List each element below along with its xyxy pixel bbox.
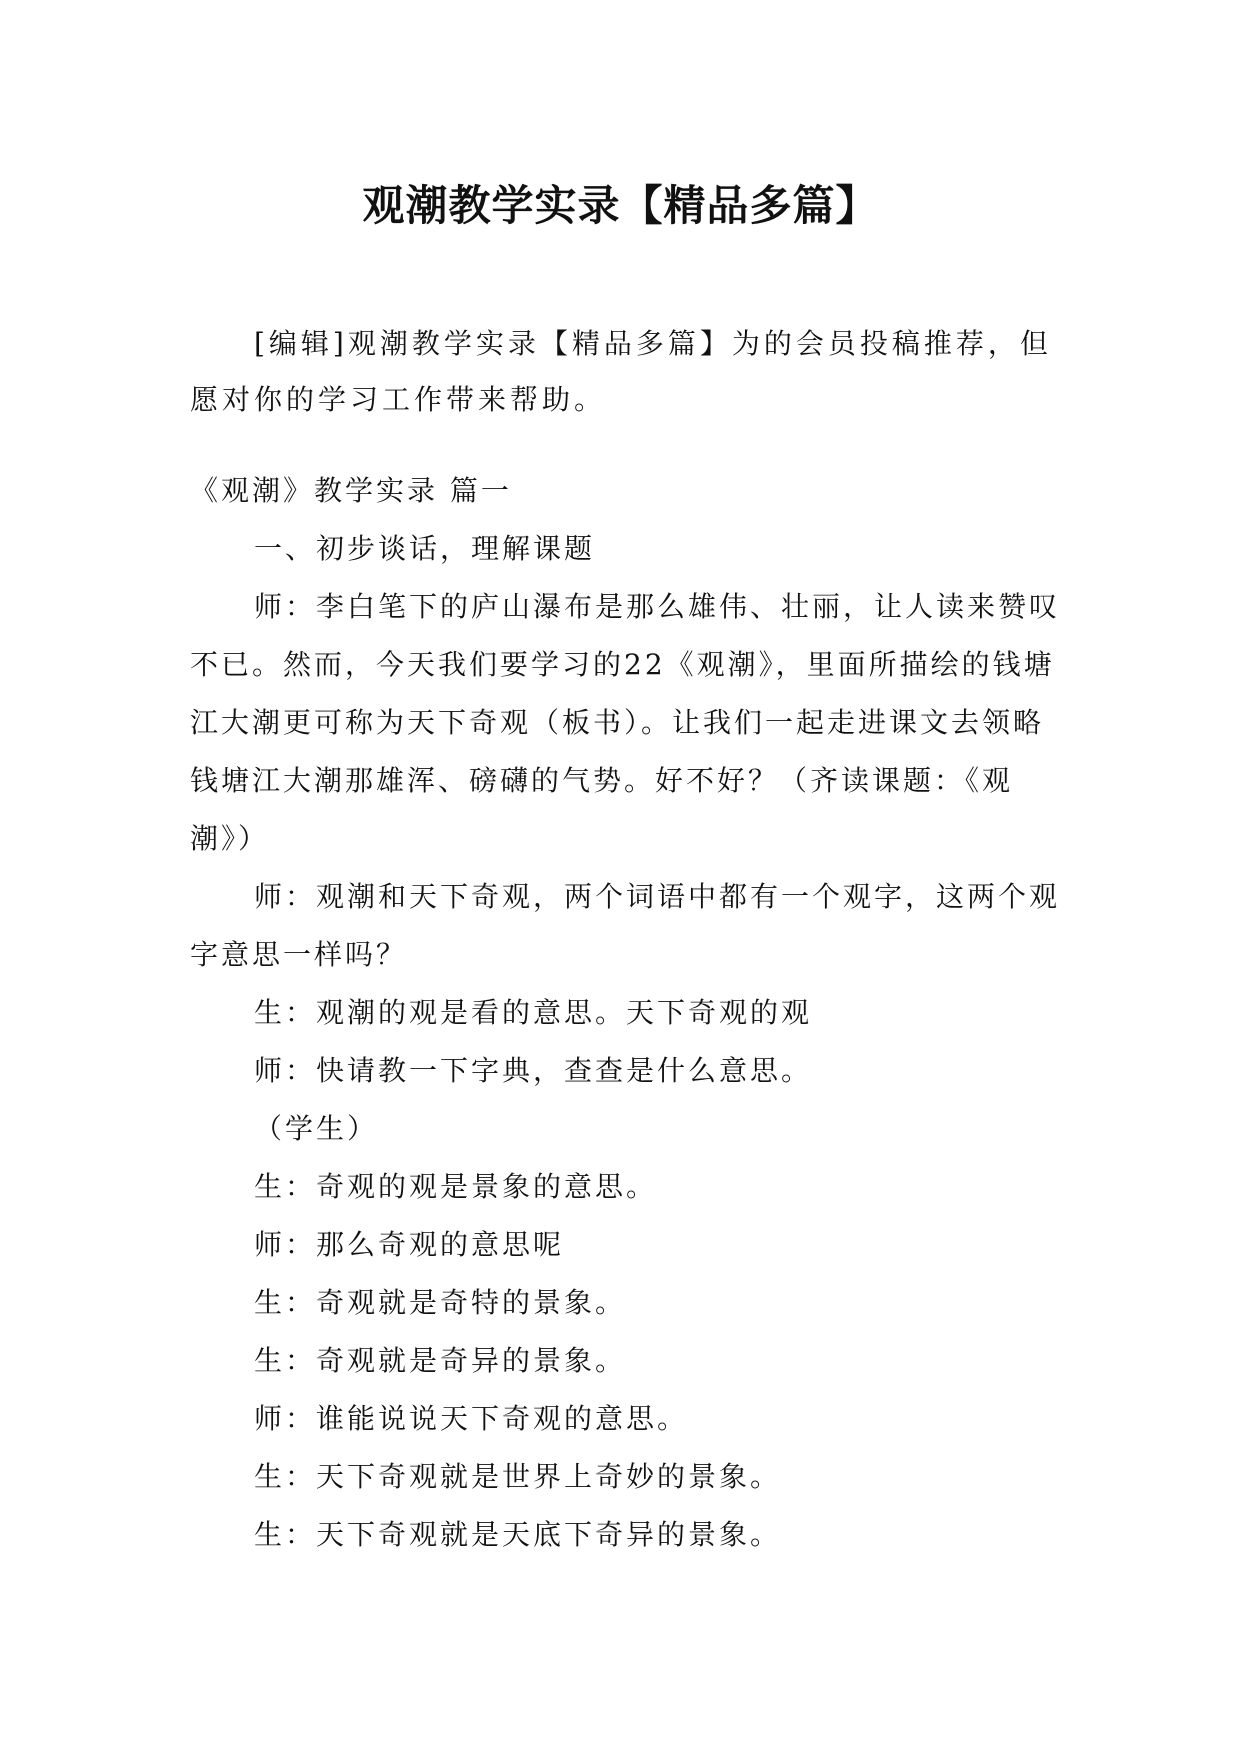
paragraph-5: 师：快请教一下字典，查查是什么意思。 [254,1054,813,1087]
intro-paragraph: [编辑]观潮教学实录【精品多篇】为的会员投稿推荐，但愿对你的学习工作带来帮助。 [190,327,1052,416]
section-heading: 《观潮》教学实录 篇一 [190,474,512,507]
paragraph-13: 生：天下奇观就是天底下奇异的景象。 [254,1518,782,1551]
paragraph-3: 师：观潮和天下奇观，两个词语中都有一个观字，这两个观字意思一样吗？ [190,880,1061,971]
paragraph-7: 生：奇观的观是景象的意思。 [254,1170,658,1203]
paragraph-4: 生：观潮的观是看的意思。天下奇观的观 [254,996,813,1029]
paragraph-10: 生：奇观就是奇异的景象。 [254,1344,627,1377]
paragraph-1: 一、初步谈话，理解课题 [254,532,596,565]
document-title: 观潮教学实录【精品多篇】 [362,181,879,231]
paragraph-12: 生：天下奇观就是世界上奇妙的景象。 [254,1460,782,1493]
paragraph-2: 师：李白笔下的庐山瀑布是那么雄伟、壮丽，让人读来赞叹不已。然而，今天我们要学习的22《观潮》，里面所描绘的钱塘江大潮更可称为天下奇观（板书）。让我们一起走进课文去领略钱塘江大潮那雄浑、磅礴的气势。好不好？（齐读课题：《观潮》） [190,590,1061,855]
paragraph-6: （学生） [254,1112,379,1145]
document-body [190,462,1070,1564]
paragraph-9: 生：奇观就是奇特的景象。 [254,1286,627,1319]
paragraph-8: 师：那么奇观的意思呢 [254,1228,565,1261]
paragraph-11: 师：谁能说说天下奇观的意思。 [254,1402,689,1435]
